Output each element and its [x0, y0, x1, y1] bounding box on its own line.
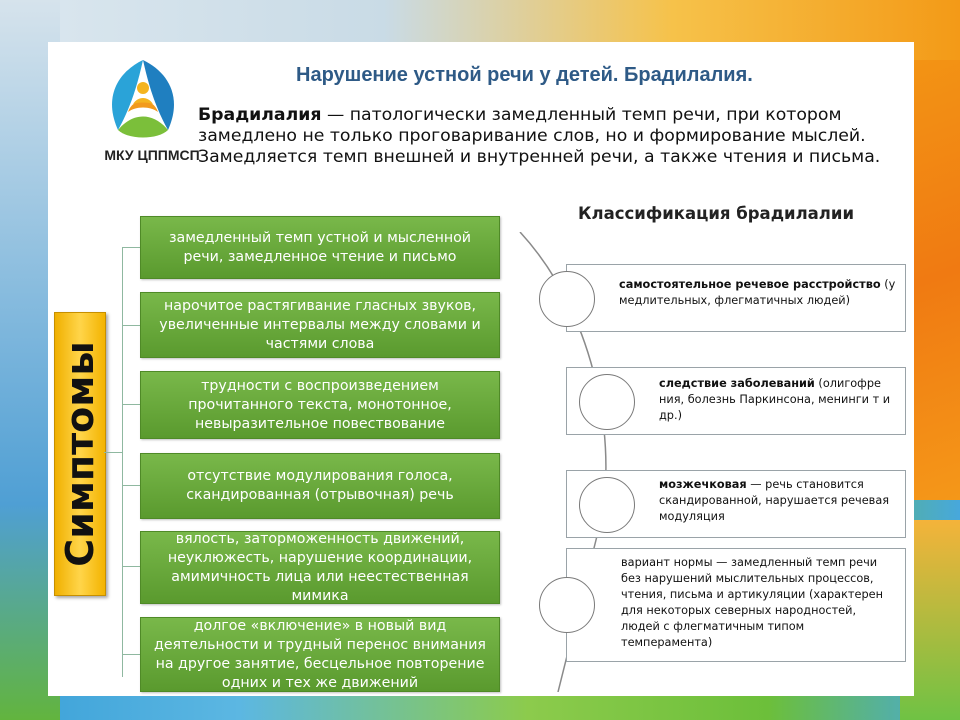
connector-line [122, 485, 140, 486]
symptom-box: трудности с воспроизведением прочитанного текста, монотонное, невыразительное повествование [140, 371, 500, 439]
logo-text: МКУ ЦППМСП [104, 147, 200, 163]
classification-rest: — речь становится скандированной, нарушается речевая модуляция [659, 478, 890, 523]
classification-bullet [579, 374, 635, 430]
classification-bold: мозжечковая [659, 478, 747, 491]
symptom-box: нарочитое растягивание гласных звуков, увеличенные интервалы между словами и частями слова [140, 292, 500, 358]
classification-bold: самостоятельное речевое расстройство [619, 278, 881, 291]
connector-line [104, 452, 122, 453]
definition-term: Брадилалия [198, 105, 322, 125]
classification-rest: вариант нормы — замедленный темп речи без нарушений мыслительных процессов, чтения, письма и артикуляции (характерен для некоторых северных народностей, людей с флегматичным типом темперамента) [621, 556, 883, 649]
classification-bullet [579, 477, 635, 533]
connector-line [122, 325, 140, 326]
classification-box [566, 548, 906, 662]
connector-line [122, 404, 140, 405]
classification-title: Классификация брадилалии [578, 204, 855, 223]
symptom-box: отсутствие модулирования голоса, скандированная (отрывочная) речь [140, 453, 500, 519]
page-title: Нарушение устной речи у детей. Брадилалия. [296, 64, 753, 86]
symptom-box: долгое «включение» в новый вид деятельности и трудный перенос внимания на другое занятие, бесцельное повторение одних и тех же движений [140, 617, 500, 692]
slide-card [48, 42, 914, 696]
symptoms-label [54, 312, 106, 596]
connector-line [122, 247, 140, 248]
connector-line [122, 654, 140, 655]
classification-rest: (у медлительных, флегматичных людей) [619, 278, 896, 307]
logo [78, 52, 218, 202]
classification-rest: (олигофре ния, болезнь Паркинсона, менинги т и др.) [659, 377, 891, 422]
classification-bold: следствие заболеваний [659, 377, 815, 390]
connector-line [122, 566, 140, 567]
logo-emblem-icon [88, 52, 198, 147]
symptom-box: замедленный темп устной и мысленной речи, замедленное чтение и письмо [140, 216, 500, 279]
definition-body: — патологически замедленный темп речи, при котором замедлено не только проговаривание слов, но и формирование мыслей. Замедляется темп внешней и внутренней речи, а также чтения и письма. [198, 105, 881, 167]
definition-text [198, 105, 898, 168]
symptoms-label-text: Симптомы [58, 341, 102, 567]
classification-box [566, 264, 906, 332]
symptom-box: вялость, заторможенность движений, неуклюжесть, нарушение координации, амимичность лица или неестественная мимика [140, 531, 500, 604]
connector-spine [122, 247, 123, 677]
classification-bullet [539, 577, 595, 633]
classification-bullet [539, 271, 595, 327]
